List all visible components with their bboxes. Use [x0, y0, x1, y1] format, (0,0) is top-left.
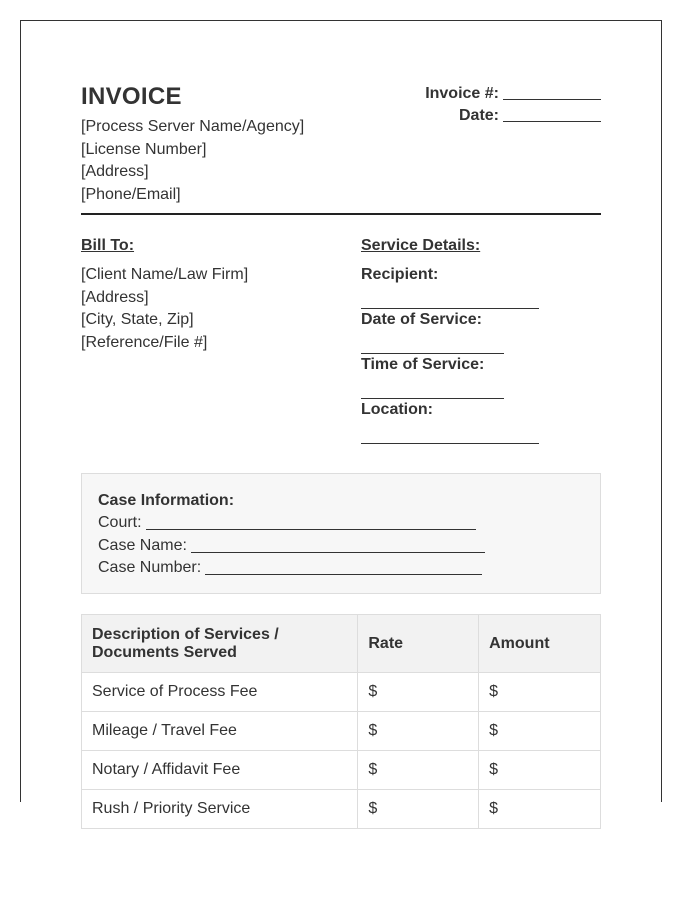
- date-of-service-field[interactable]: [361, 331, 504, 354]
- provider-info: [81, 116, 304, 206]
- recipient-field[interactable]: [361, 286, 539, 309]
- case-name-field[interactable]: [191, 538, 485, 553]
- case-number-label: Case Number:: [98, 559, 202, 576]
- invoice-title: INVOICE: [81, 83, 182, 110]
- invoice-date-field[interactable]: [503, 106, 601, 122]
- case-number-row: [98, 557, 584, 580]
- invoice-page: [20, 20, 662, 817]
- provider-contact: [Phone/Email]: [81, 185, 181, 203]
- row-amount[interactable]: $: [479, 673, 601, 712]
- table-row: [82, 712, 601, 751]
- invoice-header: [81, 83, 601, 215]
- provider-name: [Process Server Name/Agency]: [81, 118, 305, 135]
- court-label: Court:: [98, 514, 142, 531]
- table-row: [82, 790, 601, 829]
- bill-to-reference: [Reference/File #]: [81, 333, 208, 351]
- header-description: Description of Services / Documents Served: [82, 615, 358, 673]
- provider-address: [Address]: [81, 163, 149, 180]
- row-rate[interactable]: $: [358, 673, 479, 712]
- bill-to-address: [Address]: [81, 288, 149, 306]
- location-label: Location:: [361, 401, 433, 418]
- bill-to-client: [Client Name/Law Firm]: [81, 266, 249, 283]
- row-description: Notary / Affidavit Fee: [82, 751, 358, 790]
- table-row: [82, 673, 601, 712]
- row-rate[interactable]: $: [358, 790, 479, 829]
- services-table: [81, 614, 601, 829]
- date-of-service-label: Date of Service:: [361, 311, 482, 328]
- row-description: Rush / Priority Service: [82, 790, 358, 829]
- row-amount[interactable]: $: [479, 790, 601, 829]
- court-field[interactable]: [146, 515, 476, 530]
- table-header-row: [82, 615, 601, 673]
- row-description: Service of Process Fee: [82, 673, 358, 712]
- case-name-row: [98, 535, 584, 558]
- invoice-number-row: [425, 83, 601, 105]
- time-of-service-field[interactable]: [361, 376, 504, 399]
- bill-to-heading: Bill To:: [81, 237, 135, 254]
- invoice-date-row: [425, 105, 601, 127]
- invoice-date-label: Date:: [458, 107, 499, 124]
- row-description: Mileage / Travel Fee: [82, 712, 358, 751]
- bill-to-city: [City, State, Zip]: [81, 311, 194, 328]
- case-name-label: Case Name:: [98, 536, 187, 554]
- invoice-number-label: Invoice #:: [425, 85, 499, 102]
- header-amount: Amount: [479, 615, 601, 673]
- court-row: [98, 512, 584, 535]
- time-of-service-label: Time of Service:: [361, 356, 485, 373]
- location-field[interactable]: [361, 421, 539, 444]
- case-information-box: [81, 473, 601, 594]
- table-row: [82, 751, 601, 790]
- invoice-number-field[interactable]: [503, 84, 601, 100]
- bill-to-lines: [81, 264, 341, 354]
- recipient-label: Recipient:: [361, 266, 439, 283]
- case-information-heading: Case Information:: [98, 492, 235, 509]
- bill-to-section: [81, 237, 341, 354]
- row-rate[interactable]: $: [358, 712, 479, 751]
- invoice-meta: [425, 83, 601, 127]
- row-rate[interactable]: $: [358, 751, 479, 790]
- case-number-field[interactable]: [205, 560, 482, 575]
- row-amount[interactable]: $: [479, 712, 601, 751]
- provider-license: [License Number]: [81, 140, 207, 158]
- row-amount[interactable]: $: [479, 751, 601, 790]
- service-details-heading: Service Details:: [361, 237, 481, 254]
- service-details-section: [361, 237, 601, 444]
- header-rate: Rate: [358, 615, 479, 673]
